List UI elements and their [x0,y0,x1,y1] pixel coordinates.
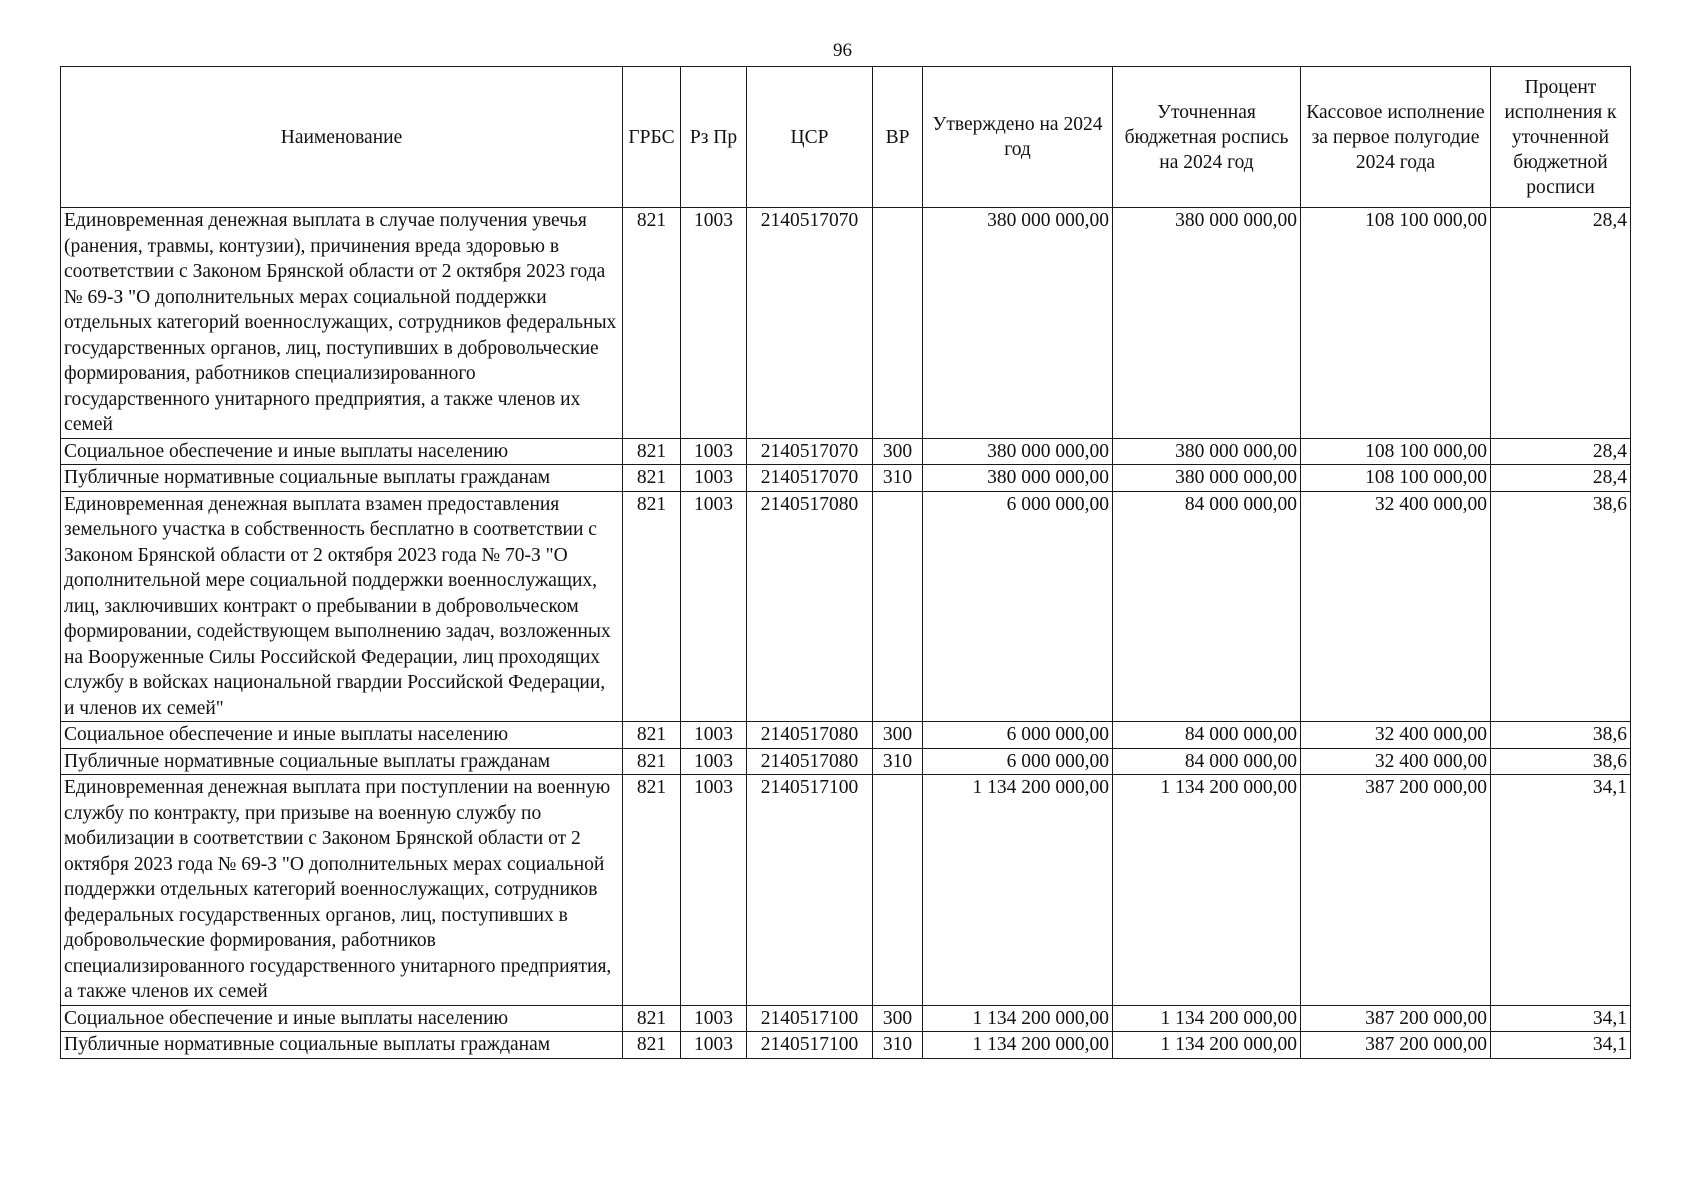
header-rzpr: Рз Пр [681,67,747,208]
cell-approved: 1 134 200 000,00 [923,1005,1113,1032]
cell-approved: 6 000 000,00 [923,722,1113,749]
cell-vr: 310 [873,748,923,775]
cell-refined: 84 000 000,00 [1113,722,1301,749]
cell-approved: 1 134 200 000,00 [923,1032,1113,1059]
cell-name: Единовременная денежная выплата взамен предоставления земельного участка в собственность бесплатно в соответствии с Законом Брянской области от 2 октября 2023 года № 70-З "О дополнительной мере социальной поддержки военнослужащих, лиц, заключивших контракт о пребывании в добровольческом формировании, содействующем выполнению задач, возложенных на Вооруженные Силы Российской Федерации, лиц проходящих службу в войсках национальной гвардии Российской Федерации, и членов их семей" [61,491,623,722]
cell-vr: 310 [873,465,923,492]
cell-refined: 84 000 000,00 [1113,748,1301,775]
cell-name: Публичные нормативные социальные выплаты гражданам [61,1032,623,1059]
cell-percent: 38,6 [1491,722,1631,749]
cell-cash: 32 400 000,00 [1301,491,1491,722]
cell-name: Социальное обеспечение и иные выплаты населению [61,1005,623,1032]
cell-vr: 300 [873,1005,923,1032]
cell-name: Единовременная денежная выплата при поступлении на военную службу по контракту, при призыве на военную службу по мобилизации в соответствии с Законом Брянской области от 2 октября 2023 года № 69-З "О дополнительных мерах социальной поддержки отдельных категорий военнослужащих, сотрудников федеральных государственных органов, лиц, поступивших в добровольческие формирования, работников специализированного государственного унитарного предприятия, а также членов их семей [61,775,623,1006]
cell-percent: 34,1 [1491,1032,1631,1059]
cell-cash: 108 100 000,00 [1301,208,1491,439]
header-grbs: ГРБС [623,67,681,208]
header-csr: ЦСР [747,67,873,208]
cell-approved: 380 000 000,00 [923,208,1113,439]
table-row [61,1005,1631,1032]
header-refined: Уточненная бюджетная роспись на 2024 год [1113,67,1301,208]
budget-execution-table [60,66,1631,1059]
table-header-row [61,67,1631,208]
cell-name: Единовременная денежная выплата в случае получения увечья (ранения, травмы, контузии), причинения вреда здоровью в соответствии с Законом Брянской области от 2 октября 2023 года № 69-З "О дополнительных мерах социальной поддержки отдельных категорий военнослужащих, сотрудников федеральных государственных органов, лиц, поступивших в добровольческие формирования, работников специализированного государственного унитарного предприятия, а также членов их семей [61,208,623,439]
cell-grbs: 821 [623,491,681,722]
cell-csr: 2140517080 [747,722,873,749]
cell-csr: 2140517100 [747,1005,873,1032]
cell-cash: 108 100 000,00 [1301,438,1491,465]
cell-cash: 387 200 000,00 [1301,1032,1491,1059]
cell-csr: 2140517070 [747,208,873,439]
cell-approved: 6 000 000,00 [923,748,1113,775]
cell-percent: 28,4 [1491,465,1631,492]
cell-refined: 1 134 200 000,00 [1113,1005,1301,1032]
cell-approved: 1 134 200 000,00 [923,775,1113,1006]
table-row [61,748,1631,775]
cell-name: Публичные нормативные социальные выплаты гражданам [61,465,623,492]
table-row [61,491,1631,722]
cell-cash: 387 200 000,00 [1301,1005,1491,1032]
table-row [61,722,1631,749]
cell-grbs: 821 [623,1005,681,1032]
header-vr: ВР [873,67,923,208]
cell-rzpr: 1003 [681,1005,747,1032]
cell-grbs: 821 [623,748,681,775]
cell-csr: 2140517100 [747,1032,873,1059]
cell-cash: 387 200 000,00 [1301,775,1491,1006]
cell-rzpr: 1003 [681,1032,747,1059]
header-approved: Утверждено на 2024 год [923,67,1113,208]
cell-vr: 310 [873,1032,923,1059]
cell-grbs: 821 [623,1032,681,1059]
table-row [61,1032,1631,1059]
cell-rzpr: 1003 [681,748,747,775]
cell-grbs: 821 [623,438,681,465]
cell-grbs: 821 [623,722,681,749]
cell-cash: 108 100 000,00 [1301,465,1491,492]
cell-percent: 34,1 [1491,1005,1631,1032]
cell-name: Публичные нормативные социальные выплаты гражданам [61,748,623,775]
cell-rzpr: 1003 [681,208,747,439]
cell-percent: 28,4 [1491,438,1631,465]
cell-approved: 380 000 000,00 [923,438,1113,465]
cell-refined: 84 000 000,00 [1113,491,1301,722]
cell-rzpr: 1003 [681,491,747,722]
cell-cash: 32 400 000,00 [1301,748,1491,775]
table-row [61,438,1631,465]
cell-percent: 28,4 [1491,208,1631,439]
cell-percent: 38,6 [1491,491,1631,722]
cell-csr: 2140517100 [747,775,873,1006]
cell-rzpr: 1003 [681,465,747,492]
cell-vr [873,208,923,439]
cell-approved: 6 000 000,00 [923,491,1113,722]
cell-csr: 2140517070 [747,465,873,492]
cell-rzpr: 1003 [681,722,747,749]
cell-refined: 380 000 000,00 [1113,208,1301,439]
cell-percent: 38,6 [1491,748,1631,775]
table-row [61,775,1631,1006]
cell-grbs: 821 [623,775,681,1006]
cell-grbs: 821 [623,465,681,492]
cell-vr [873,775,923,1006]
cell-csr: 2140517080 [747,748,873,775]
cell-grbs: 821 [623,208,681,439]
cell-approved: 380 000 000,00 [923,465,1113,492]
cell-cash: 32 400 000,00 [1301,722,1491,749]
cell-percent: 34,1 [1491,775,1631,1006]
table-row [61,465,1631,492]
cell-vr: 300 [873,438,923,465]
cell-refined: 380 000 000,00 [1113,438,1301,465]
cell-vr [873,491,923,722]
cell-vr: 300 [873,722,923,749]
header-name: Наименование [61,67,623,208]
cell-refined: 380 000 000,00 [1113,465,1301,492]
table-row [61,208,1631,439]
page-number: 96 [833,40,852,61]
header-percent: Процент исполнения к уточненной бюджетной росписи [1491,67,1631,208]
cell-rzpr: 1003 [681,438,747,465]
cell-refined: 1 134 200 000,00 [1113,775,1301,1006]
cell-rzpr: 1003 [681,775,747,1006]
cell-name: Социальное обеспечение и иные выплаты населению [61,722,623,749]
cell-csr: 2140517070 [747,438,873,465]
cell-refined: 1 134 200 000,00 [1113,1032,1301,1059]
cell-csr: 2140517080 [747,491,873,722]
cell-name: Социальное обеспечение и иные выплаты населению [61,438,623,465]
header-cash: Кассовое исполнение за первое полугодие 2024 года [1301,67,1491,208]
